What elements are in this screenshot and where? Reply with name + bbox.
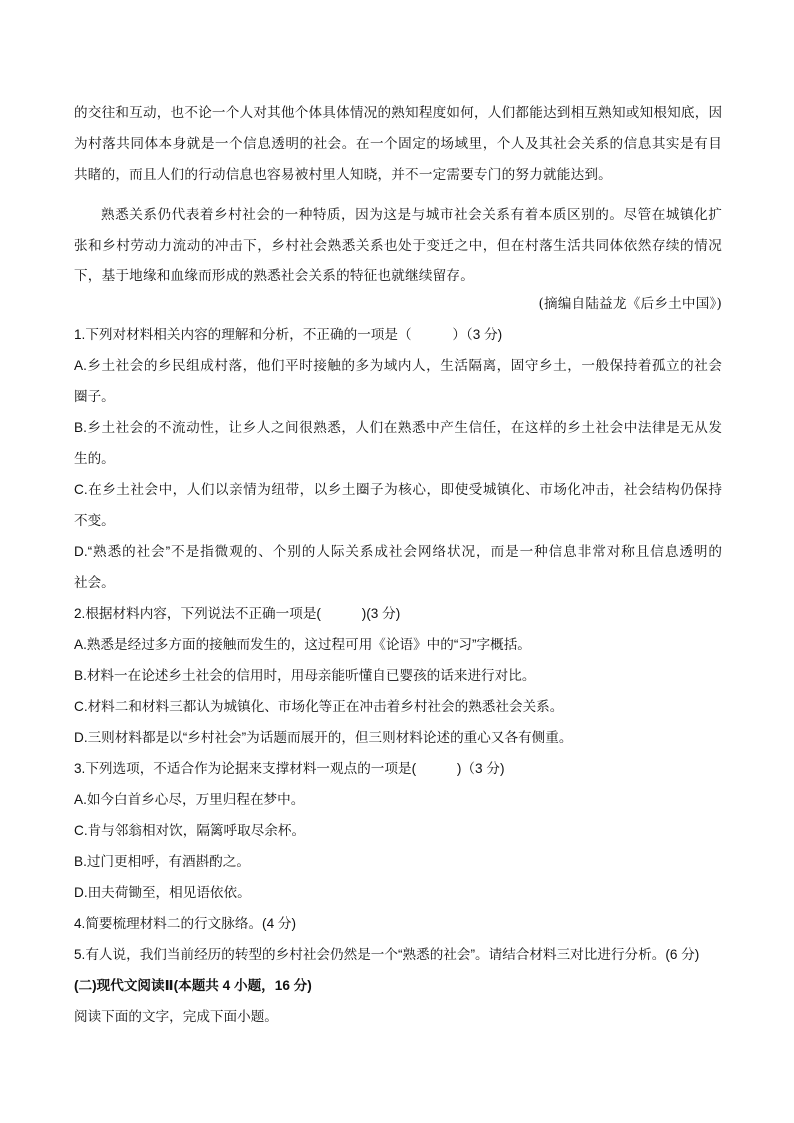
q3-option-c: C.肯与邻翁相对饮，隔篱呼取尽余杯。 <box>74 823 306 838</box>
passage-p2-line-1: 熟悉关系仍代表着乡村社会的一种特质，因为这是与城市社会关系有着本质区别的。尽管在城镇化扩 <box>101 207 722 223</box>
q3-option-d: D.田夫荷锄至，相见语依依。 <box>74 885 251 900</box>
q4-stem: 4.简要梳理材料二的行文脉络。(4 分) <box>74 916 297 931</box>
section-heading: (二)现代文阅读Ⅱ(本题共 4 小题，16 分) <box>74 978 312 993</box>
q1-option-b-line-1: B.乡土社会的不流动性，让乡人之间很熟悉，人们在熟悉中产生信任，在这样的乡土社会中法律是无从发 <box>74 420 722 435</box>
q5-stem: 5.有人说，我们当前经历的转型的乡村社会仍然是一个“熟悉的社会”。请结合材料三对比进行分析。(6 分) <box>74 947 700 962</box>
q1-option-d-line-1: D.“熟悉的社会”不是指微观的、个别的人际关系成社会网络状况，而是一种信息非常对称且信息透明的 <box>74 544 722 559</box>
q1-stem: 1.下列对材料相关内容的理解和分析，不正确的一项是（ ）（3 分) <box>74 327 503 342</box>
q2-option-a: A.熟悉是经过多方面的接触而发生的，这过程可用《论语》中的“习”字概括。 <box>74 637 531 652</box>
q3-option-b: B.过门更相呼，有酒斟酌之。 <box>74 854 250 869</box>
q1-option-a-line-1: A.乡土社会的乡民组成村落，他们平时接触的多为域内人，生活隔离，固守乡土，一般保持着孤立的社会 <box>74 358 722 373</box>
passage-source: (摘编自陆益龙《后乡土中国》) <box>538 296 722 312</box>
q1-option-d-line-2: 社会。 <box>74 575 115 590</box>
q3-option-a: A.如今白首乡心尽，万里归程在梦中。 <box>74 792 305 807</box>
passage-p1-line-3: 共睹的，而且人们的行动信息也容易被村里人知晓，并不一定需要专门的努力就能达到。 <box>74 167 612 183</box>
q1-option-b-line-2: 生的。 <box>74 451 115 466</box>
q1-option-a-line-2: 圈子。 <box>74 389 115 404</box>
passage-p2-line-2: 张和乡村劳动力流动的冲击下，乡村社会熟悉关系也处于变迁之中，但在村落生活共同体依然存续的情况 <box>74 238 722 254</box>
q2-option-b: B.材料一在论述乡土社会的信用时，用母亲能听懂自已婴孩的话来进行对比。 <box>74 668 536 683</box>
q2-option-c: C.材料二和材料三都认为城镇化、市场化等正在冲击着乡村社会的熟悉社会关系。 <box>74 699 564 714</box>
q1-option-c-line-2: 不变。 <box>74 513 115 528</box>
section-instruction: 阅读下面的文字，完成下面小题。 <box>74 1009 278 1024</box>
passage-p1-line-1: 的交往和互动，也不论一个人对其他个体具体情况的熟知程度如何，人们都能达到相互熟知或知根知底，因 <box>74 105 723 121</box>
q1-option-c-line-1: C.在乡土社会中，人们以亲情为纽带，以乡土圈子为核心，即使受城镇化、市场化冲击，社会结构仍保持 <box>74 482 722 497</box>
q3-stem: 3.下列选项，不适合作为论据来支撑材料一观点的一项是( )（3 分) <box>74 761 505 776</box>
passage-p1-line-2: 为村落共同体本身就是一个信息透明的社会。在一个固定的场域里，个人及其社会关系的信息其实是有目 <box>74 136 722 152</box>
q2-option-d: D.三则材料都是以“乡村社会”为话题而展开的，但三则材料论述的重心又各有侧重。 <box>74 730 573 745</box>
q2-stem: 2.根据材料内容，下列说法不正确一项是( )(3 分) <box>74 606 401 621</box>
passage-p2-line-3: 下，基于地缘和血缘而形成的熟悉社会关系的特征也就继续留存。 <box>74 268 475 284</box>
